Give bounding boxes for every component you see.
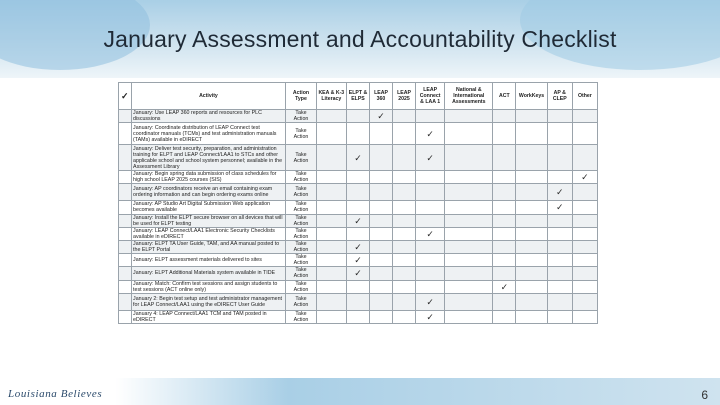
action-type-cell: Take Action xyxy=(286,280,316,293)
check-icon: ✓ xyxy=(415,227,444,240)
empty-cell xyxy=(493,110,516,123)
row-check-cell xyxy=(119,293,132,310)
empty-cell xyxy=(369,240,392,253)
empty-cell xyxy=(316,171,346,184)
activity-cell: January: AP coordinators receive an email containing exam ordering information and can begin ordering exams online xyxy=(131,184,286,201)
empty-cell xyxy=(572,145,597,171)
empty-cell xyxy=(516,254,547,267)
check-icon: ✓ xyxy=(346,214,369,227)
empty-cell xyxy=(369,145,392,171)
footer-bar xyxy=(0,378,720,405)
empty-cell xyxy=(369,293,392,310)
empty-cell xyxy=(445,123,493,145)
row-check-cell xyxy=(119,145,132,171)
header-activity: Activity xyxy=(131,83,286,110)
empty-cell xyxy=(369,123,392,145)
page-title: January Assessment and Accountability Checklist xyxy=(103,26,617,52)
empty-cell xyxy=(316,240,346,253)
empty-cell xyxy=(445,184,493,201)
empty-cell xyxy=(392,110,415,123)
empty-cell xyxy=(346,110,369,123)
empty-cell xyxy=(516,227,547,240)
header-leap-2025: LEAP 2025 xyxy=(392,83,415,110)
table-row xyxy=(119,145,598,171)
empty-cell xyxy=(346,171,369,184)
empty-cell xyxy=(493,240,516,253)
table-row xyxy=(119,184,598,201)
empty-cell xyxy=(445,227,493,240)
empty-cell xyxy=(392,214,415,227)
table-row xyxy=(119,201,598,214)
activity-cell: January: LEAP Connect/LAA1 Electronic Security Checklists available in eDIRECT xyxy=(131,227,286,240)
empty-cell xyxy=(547,240,572,253)
empty-cell xyxy=(346,293,369,310)
empty-cell xyxy=(316,214,346,227)
empty-cell xyxy=(547,310,572,323)
activity-cell: January 2: Begin test setup and test administrator management for LEAP Connect/LAA1 using the eDIRECT User Guide xyxy=(131,293,286,310)
row-check-cell xyxy=(119,110,132,123)
empty-cell xyxy=(572,280,597,293)
header-check: ✓ xyxy=(119,83,132,110)
empty-cell xyxy=(392,227,415,240)
table-row xyxy=(119,123,598,145)
row-check-cell xyxy=(119,280,132,293)
empty-cell xyxy=(572,214,597,227)
table-row xyxy=(119,240,598,253)
activity-cell: January: Coordinate distribution of LEAP Connect test coordinator manuals (TCMs) and test administration manuals (TAMs) available in eDIRECT xyxy=(131,123,286,145)
row-check-cell xyxy=(119,240,132,253)
empty-cell xyxy=(547,171,572,184)
empty-cell xyxy=(493,254,516,267)
empty-cell xyxy=(316,227,346,240)
empty-cell xyxy=(493,293,516,310)
empty-cell xyxy=(316,267,346,280)
header-act: ACT xyxy=(493,83,516,110)
empty-cell xyxy=(493,310,516,323)
empty-cell xyxy=(516,171,547,184)
check-icon: ✓ xyxy=(415,145,444,171)
empty-cell xyxy=(316,310,346,323)
activity-cell: January: ELPT TA User Guide, TAM, and AA manual posted to the ELPT Portal xyxy=(131,240,286,253)
empty-cell xyxy=(547,254,572,267)
table-header-row xyxy=(119,83,598,110)
activity-cell: January: Deliver test security, preparation, and administration training for ELPT and LEAP Connect/LAA1 to STCs and other applicable school and school system personnel; available in the Assessment Library xyxy=(131,145,286,171)
activity-cell: January: ELPT assessment materials delivered to sites xyxy=(131,254,286,267)
check-icon: ✓ xyxy=(346,267,369,280)
empty-cell xyxy=(516,214,547,227)
check-icon: ✓ xyxy=(346,145,369,171)
table-row xyxy=(119,227,598,240)
activity-cell: January 4: LEAP Connect/LAA1 TCM and TAM posted in eDIRECT xyxy=(131,310,286,323)
empty-cell xyxy=(516,267,547,280)
header-kea: KEA & K-3 Literacy xyxy=(316,83,346,110)
empty-cell xyxy=(493,123,516,145)
header-national: National & International Assessments xyxy=(445,83,493,110)
action-type-cell: Take Action xyxy=(286,310,316,323)
empty-cell xyxy=(493,184,516,201)
table-row xyxy=(119,310,598,323)
table-row xyxy=(119,110,598,123)
activity-cell: January: Install the ELPT secure browser on all devices that will be used for ELPT testing xyxy=(131,214,286,227)
empty-cell xyxy=(493,145,516,171)
empty-cell xyxy=(547,267,572,280)
empty-cell xyxy=(493,171,516,184)
empty-cell xyxy=(445,293,493,310)
check-icon: ✓ xyxy=(369,110,392,123)
empty-cell xyxy=(547,123,572,145)
empty-cell xyxy=(415,171,444,184)
empty-cell xyxy=(316,293,346,310)
empty-cell xyxy=(316,184,346,201)
action-type-cell: Take Action xyxy=(286,293,316,310)
activity-cell: January: Use LEAP 360 reports and resources for PLC discussions xyxy=(131,110,286,123)
row-check-cell xyxy=(119,254,132,267)
empty-cell xyxy=(572,123,597,145)
empty-cell xyxy=(369,254,392,267)
table-row xyxy=(119,267,598,280)
action-type-cell: Take Action xyxy=(286,110,316,123)
empty-cell xyxy=(547,145,572,171)
action-type-cell: Take Action xyxy=(286,240,316,253)
empty-cell xyxy=(572,310,597,323)
empty-cell xyxy=(493,214,516,227)
empty-cell xyxy=(547,214,572,227)
action-type-cell: Take Action xyxy=(286,171,316,184)
empty-cell xyxy=(516,240,547,253)
empty-cell xyxy=(547,227,572,240)
empty-cell xyxy=(316,201,346,214)
empty-cell xyxy=(392,240,415,253)
header-leap-connect: LEAP Connect & LAA 1 xyxy=(415,83,444,110)
empty-cell xyxy=(392,293,415,310)
empty-cell xyxy=(415,214,444,227)
header-other: Other xyxy=(572,83,597,110)
page-number: 6 xyxy=(701,388,708,402)
empty-cell xyxy=(415,267,444,280)
empty-cell xyxy=(445,171,493,184)
row-check-cell xyxy=(119,267,132,280)
empty-cell xyxy=(493,267,516,280)
empty-cell xyxy=(493,201,516,214)
empty-cell xyxy=(445,145,493,171)
action-type-cell: Take Action xyxy=(286,184,316,201)
table-row xyxy=(119,293,598,310)
empty-cell xyxy=(572,254,597,267)
empty-cell xyxy=(516,123,547,145)
action-type-cell: Take Action xyxy=(286,267,316,280)
check-icon: ✓ xyxy=(415,310,444,323)
header-ap-clep: AP & CLEP xyxy=(547,83,572,110)
row-check-cell xyxy=(119,123,132,145)
empty-cell xyxy=(445,254,493,267)
empty-cell xyxy=(516,310,547,323)
empty-cell xyxy=(547,110,572,123)
empty-cell xyxy=(415,184,444,201)
empty-cell xyxy=(316,123,346,145)
empty-cell xyxy=(392,310,415,323)
row-check-cell xyxy=(119,184,132,201)
empty-cell xyxy=(572,267,597,280)
empty-cell xyxy=(445,267,493,280)
empty-cell xyxy=(346,280,369,293)
action-type-cell: Take Action xyxy=(286,123,316,145)
empty-cell xyxy=(445,214,493,227)
empty-cell xyxy=(516,280,547,293)
empty-cell xyxy=(572,240,597,253)
louisiana-believes-logo: Louisiana Believes xyxy=(8,388,103,400)
check-icon: ✓ xyxy=(346,240,369,253)
empty-cell xyxy=(392,267,415,280)
empty-cell xyxy=(392,171,415,184)
empty-cell xyxy=(415,110,444,123)
activity-cell: January: Begin spring data submission of class schedules for high school LEAP 2025 courses (SIS) xyxy=(131,171,286,184)
empty-cell xyxy=(445,240,493,253)
empty-cell xyxy=(346,201,369,214)
empty-cell xyxy=(445,110,493,123)
empty-cell xyxy=(346,310,369,323)
empty-cell xyxy=(516,184,547,201)
empty-cell xyxy=(415,240,444,253)
action-type-cell: Take Action xyxy=(286,254,316,267)
empty-cell xyxy=(493,227,516,240)
row-check-cell xyxy=(119,214,132,227)
empty-cell xyxy=(547,280,572,293)
header-elpt: ELPT & ELPS xyxy=(346,83,369,110)
empty-cell xyxy=(572,110,597,123)
empty-cell xyxy=(346,184,369,201)
check-icon: ✓ xyxy=(572,171,597,184)
checklist-table xyxy=(118,82,598,324)
empty-cell xyxy=(445,280,493,293)
empty-cell xyxy=(369,227,392,240)
empty-cell xyxy=(392,184,415,201)
empty-cell xyxy=(369,267,392,280)
table-row xyxy=(119,171,598,184)
action-type-cell: Take Action xyxy=(286,145,316,171)
empty-cell xyxy=(572,227,597,240)
empty-cell xyxy=(369,214,392,227)
row-check-cell xyxy=(119,310,132,323)
empty-cell xyxy=(516,201,547,214)
empty-cell xyxy=(369,280,392,293)
activity-cell: January: ELPT Additional Materials system available in TIDE xyxy=(131,267,286,280)
check-icon: ✓ xyxy=(547,201,572,214)
empty-cell xyxy=(445,310,493,323)
empty-cell xyxy=(572,293,597,310)
empty-cell xyxy=(392,254,415,267)
empty-cell xyxy=(316,280,346,293)
empty-cell xyxy=(415,201,444,214)
header-workkeys: WorkKeys xyxy=(516,83,547,110)
action-type-cell: Take Action xyxy=(286,214,316,227)
empty-cell xyxy=(369,171,392,184)
row-check-cell xyxy=(119,201,132,214)
empty-cell xyxy=(516,293,547,310)
empty-cell xyxy=(415,254,444,267)
empty-cell xyxy=(316,145,346,171)
check-icon: ✓ xyxy=(415,293,444,310)
empty-cell xyxy=(369,310,392,323)
empty-cell xyxy=(516,110,547,123)
action-type-cell: Take Action xyxy=(286,227,316,240)
activity-cell: January: AP Studio Art Digital Submission Web application becomes available xyxy=(131,201,286,214)
empty-cell xyxy=(392,280,415,293)
check-icon: ✓ xyxy=(415,123,444,145)
empty-cell xyxy=(369,184,392,201)
check-icon: ✓ xyxy=(346,254,369,267)
empty-cell xyxy=(547,293,572,310)
empty-cell xyxy=(346,123,369,145)
row-check-cell xyxy=(119,171,132,184)
table-row xyxy=(119,254,598,267)
header-action-type: Action Type xyxy=(286,83,316,110)
table-row xyxy=(119,280,598,293)
empty-cell xyxy=(415,280,444,293)
empty-cell xyxy=(572,201,597,214)
empty-cell xyxy=(445,201,493,214)
empty-cell xyxy=(316,254,346,267)
empty-cell xyxy=(369,201,392,214)
header-leap-360: LEAP 360 xyxy=(369,83,392,110)
empty-cell xyxy=(516,145,547,171)
empty-cell xyxy=(392,123,415,145)
activity-cell: January: Match: Confirm test sessions and assign students to test sessions (ACT online only) xyxy=(131,280,286,293)
empty-cell xyxy=(316,110,346,123)
empty-cell xyxy=(572,184,597,201)
empty-cell xyxy=(392,201,415,214)
table-row xyxy=(119,214,598,227)
check-icon: ✓ xyxy=(493,280,516,293)
action-type-cell: Take Action xyxy=(286,201,316,214)
row-check-cell xyxy=(119,227,132,240)
empty-cell xyxy=(392,145,415,171)
empty-cell xyxy=(346,227,369,240)
check-icon: ✓ xyxy=(547,184,572,201)
